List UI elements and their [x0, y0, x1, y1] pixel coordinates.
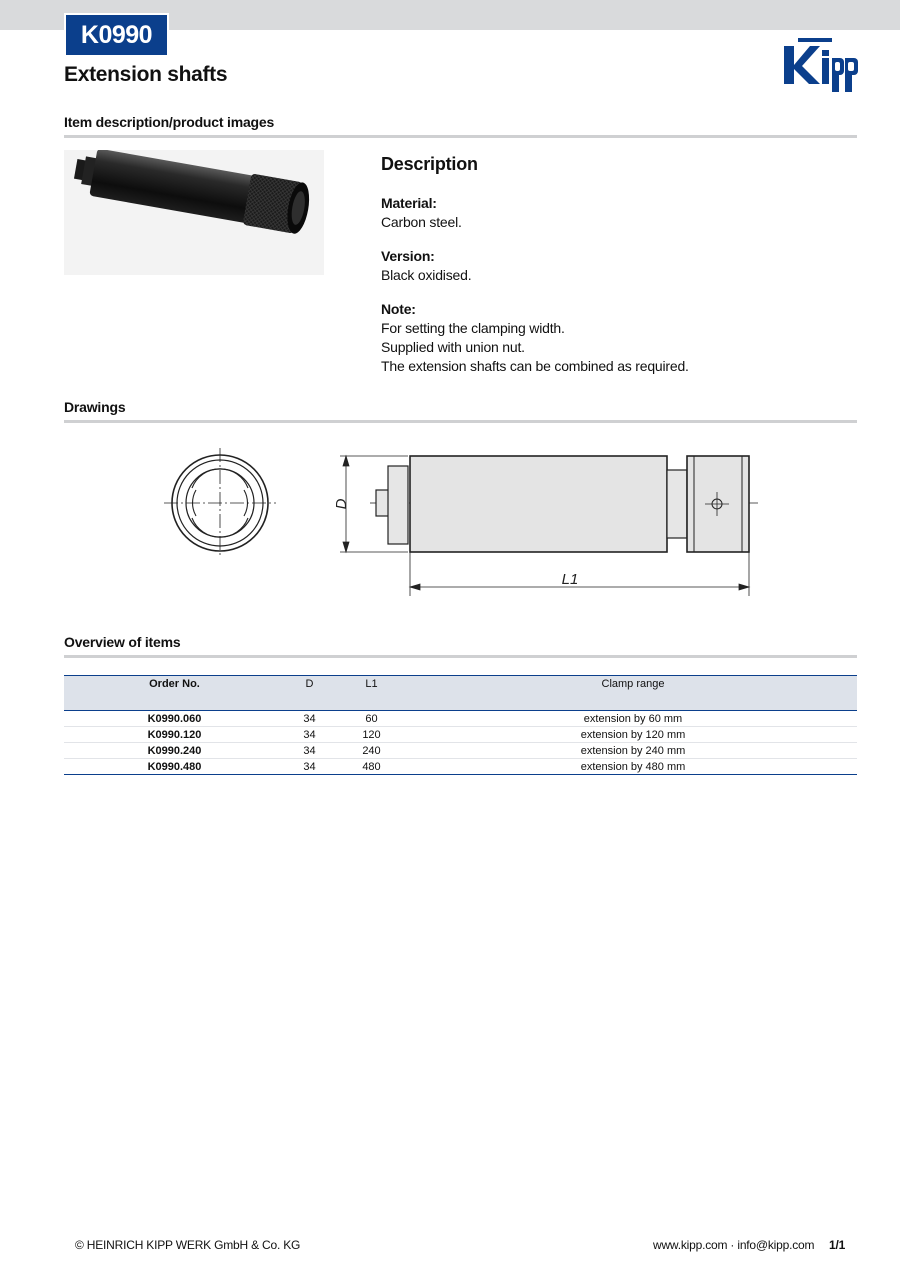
column-header-order-no: Order No.	[64, 676, 285, 711]
table-row	[64, 743, 857, 759]
column-header-clamp-range: Clamp range	[409, 676, 857, 711]
l1-cell: 120	[334, 727, 409, 743]
note-line: For setting the clamping width.	[381, 320, 565, 336]
material-label: Material:	[381, 195, 437, 211]
description-heading: Description	[381, 154, 478, 174]
order-no-cell: K0990.240	[64, 743, 285, 759]
end-view	[164, 448, 276, 558]
version-value: Black oxidised.	[381, 267, 472, 283]
l1-cell: 60	[334, 711, 409, 727]
version-label: Version:	[381, 248, 435, 264]
footer-copyright: © HEINRICH KIPP WERK GmbH & Co. KG	[75, 1238, 301, 1252]
note-line: Supplied with union nut.	[381, 339, 525, 355]
kipp-logo	[784, 38, 858, 92]
column-header-l1: L1	[334, 676, 409, 711]
column-header-d: D	[285, 676, 334, 711]
order-no-cell: K0990.060	[64, 711, 285, 727]
order-no-cell: K0990.480	[64, 759, 285, 775]
dimension-d-label: D	[333, 498, 350, 510]
note-line: The extension shafts can be combined as required.	[381, 358, 689, 374]
technical-drawing	[150, 440, 770, 605]
section-divider	[64, 420, 857, 423]
table-row	[64, 759, 857, 775]
clamp-range-cell: extension by 480 mm	[409, 759, 857, 775]
section-title-images: Item description/product images	[64, 114, 275, 130]
section-title-drawings: Drawings	[64, 399, 126, 415]
description-panel	[381, 154, 841, 391]
l1-cell: 240	[334, 743, 409, 759]
d-cell: 34	[285, 759, 334, 775]
section-title-overview: Overview of items	[64, 634, 181, 650]
d-cell: 34	[285, 727, 334, 743]
material-block	[381, 194, 841, 232]
product-code-badge: K0990	[64, 13, 169, 57]
footer-page-number: 1/1	[829, 1238, 846, 1252]
clamp-range-cell: extension by 240 mm	[409, 743, 857, 759]
footer-contact: www.kipp.com · info@kipp.com	[653, 1238, 815, 1252]
page-title: Extension shafts	[64, 63, 228, 86]
version-block	[381, 247, 841, 285]
product-image	[64, 150, 324, 275]
table-header-row	[64, 676, 857, 711]
section-divider	[64, 135, 857, 138]
l1-cell: 480	[334, 759, 409, 775]
section-divider	[64, 655, 857, 658]
dimension-l1	[410, 552, 749, 596]
order-no-cell: K0990.120	[64, 727, 285, 743]
clamp-range-cell: extension by 120 mm	[409, 727, 857, 743]
note-block	[381, 300, 841, 376]
table-row	[64, 727, 857, 743]
material-value: Carbon steel.	[381, 214, 462, 230]
items-table	[64, 675, 857, 775]
side-view	[370, 456, 760, 552]
d-cell: 34	[285, 743, 334, 759]
dimension-l1-label: L1	[561, 571, 579, 588]
note-label: Note:	[381, 301, 416, 317]
table-row	[64, 711, 857, 727]
d-cell: 34	[285, 711, 334, 727]
clamp-range-cell: extension by 60 mm	[409, 711, 857, 727]
